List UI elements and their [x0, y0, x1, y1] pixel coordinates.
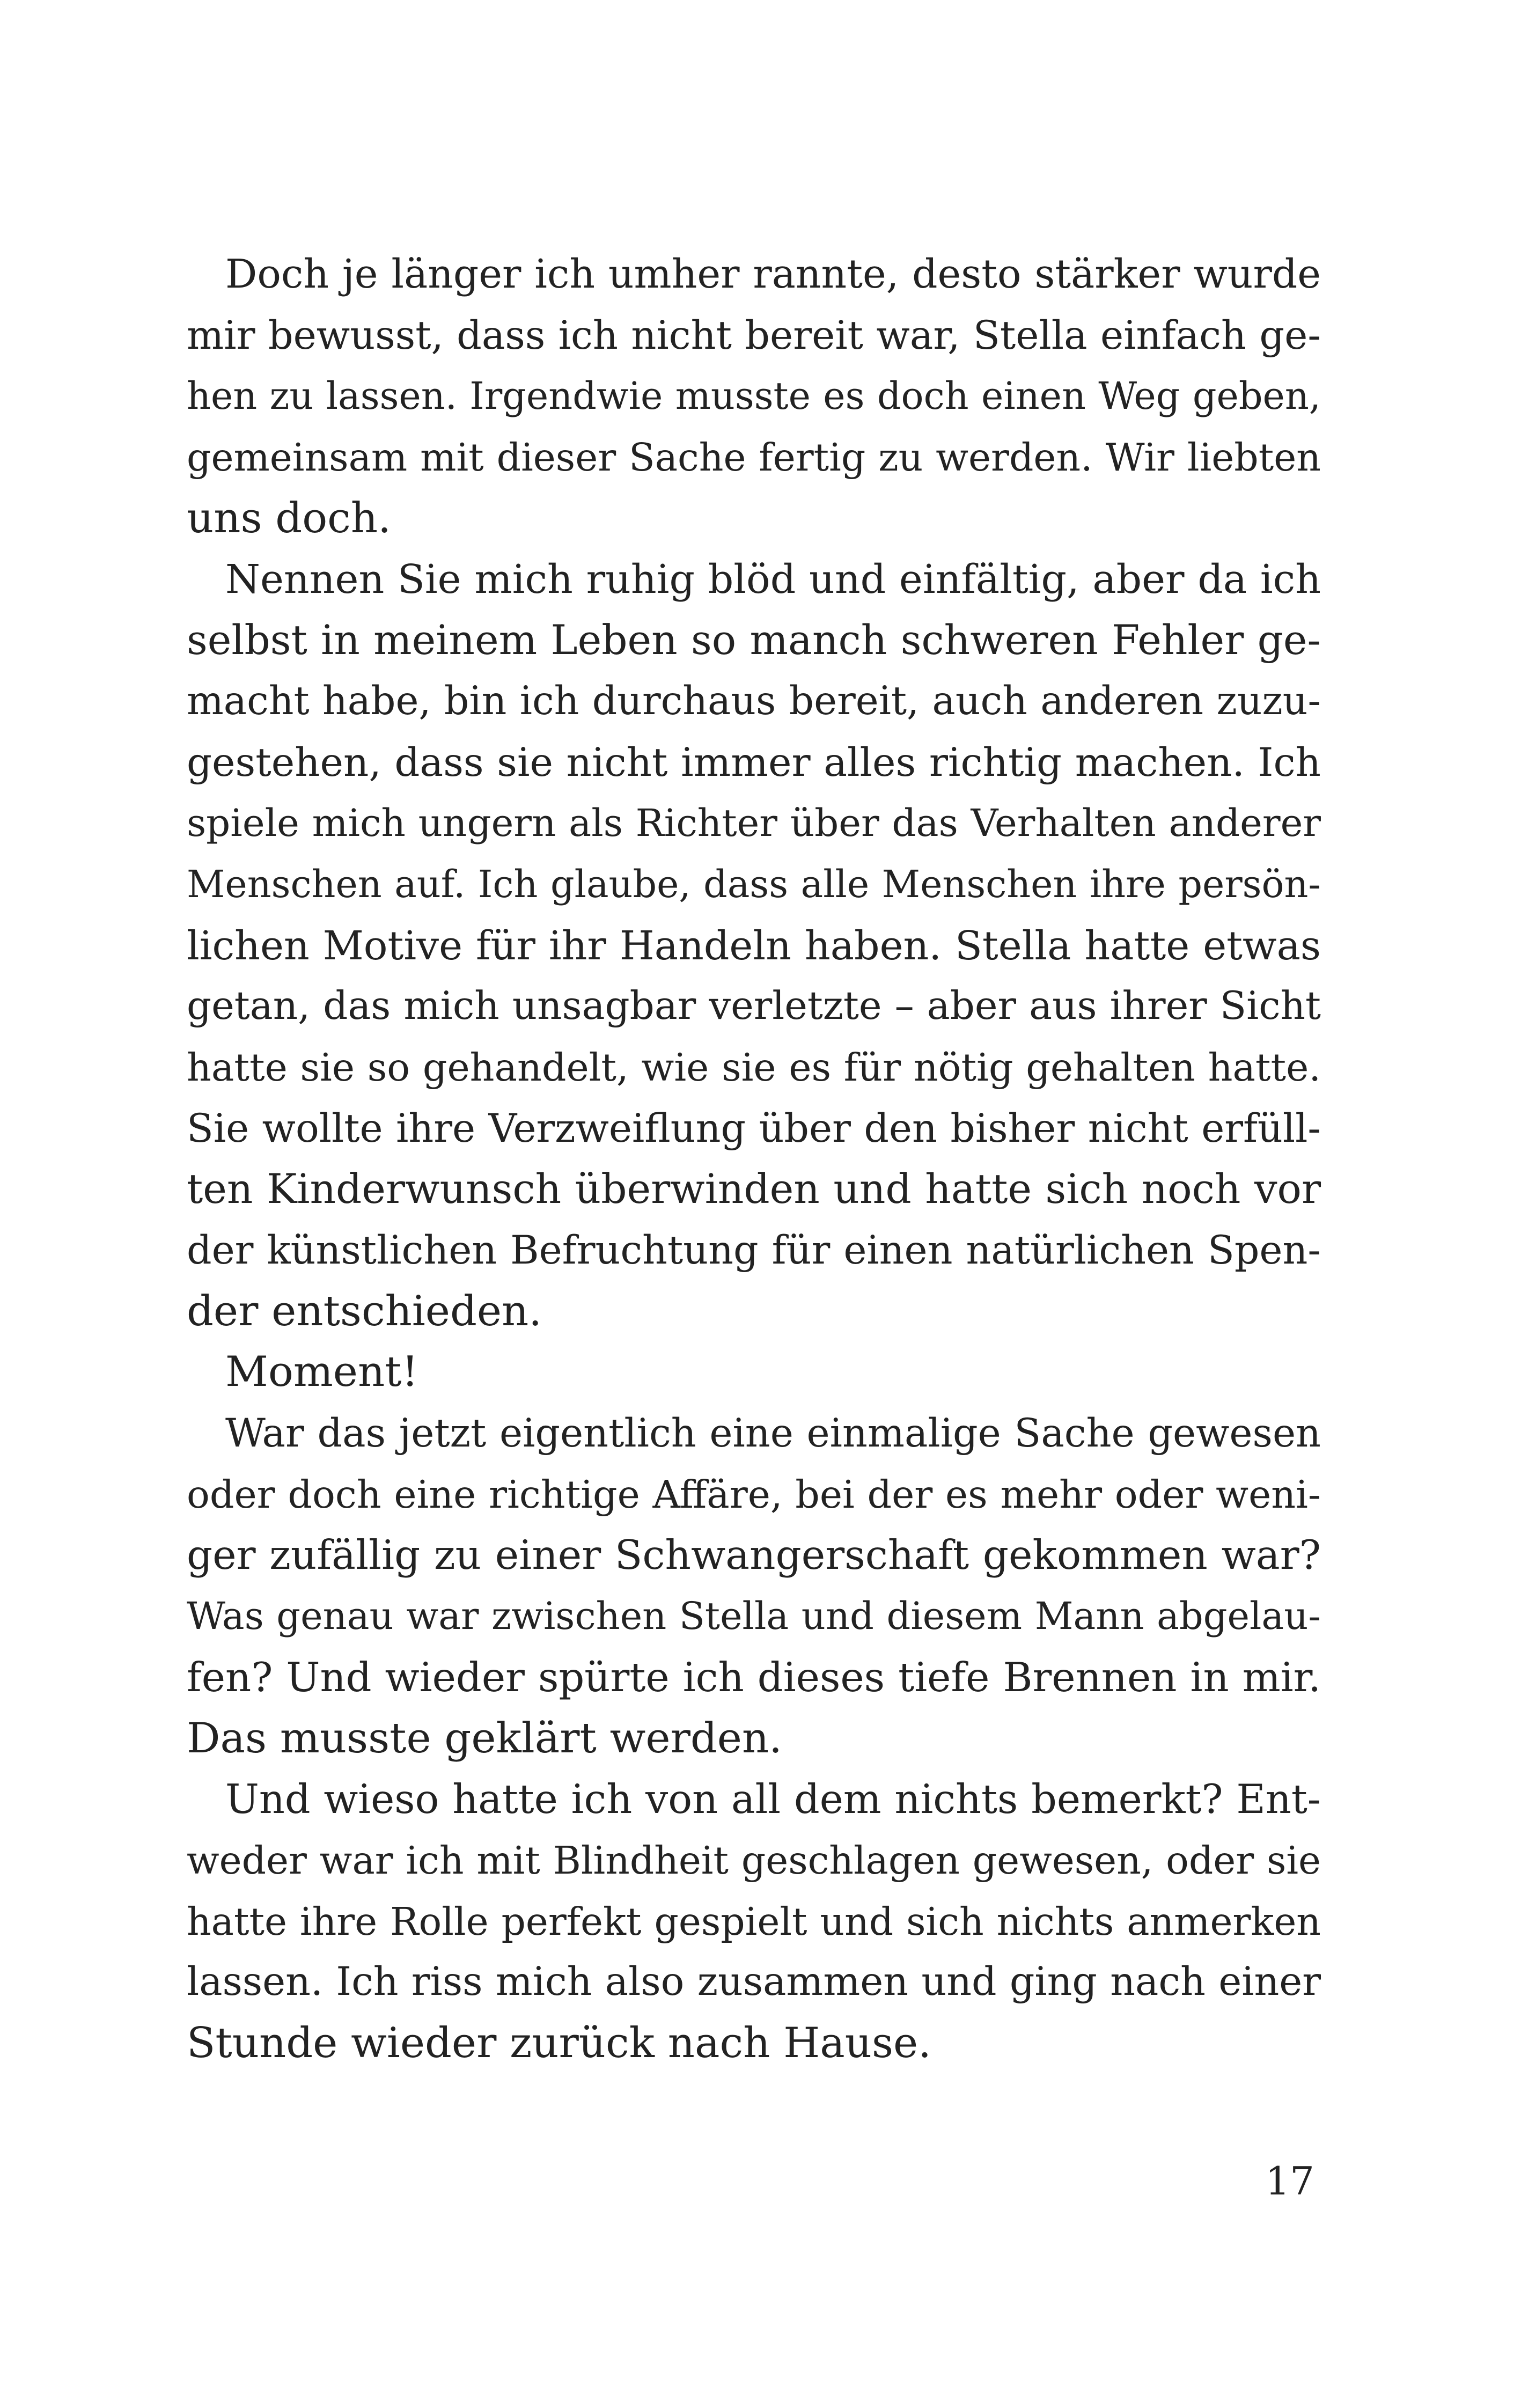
text-line: Stunde wieder zurück nach Hause.: [187, 2018, 931, 2067]
body-text: [187, 244, 1321, 2074]
text-line: der künstlichen Befruchtung für einen natürlichen Spen-: [187, 1228, 1321, 1273]
text-line: oder doch eine richtige Affäre, bei der es mehr oder weni-: [187, 1472, 1321, 1517]
text-line: Was genau war zwischen Stella und diesem Mann abgelau-: [187, 1594, 1321, 1639]
text-line: spiele mich ungern als Richter über das Verhalten anderer: [187, 801, 1321, 846]
text-line: gemeinsam mit dieser Sache fertig zu werden. Wir liebten: [187, 435, 1321, 480]
text-line: lassen. Ich riss mich also zusammen und ging nach einer: [187, 1959, 1321, 2005]
text-line: Doch je länger ich umher rannte, desto stärker wurde: [225, 251, 1321, 297]
text-line: uns doch.: [187, 494, 391, 542]
text-line: macht habe, bin ich durchaus bereit, auch anderen zuzu-: [187, 678, 1321, 724]
text-line: mir bewusst, dass ich nicht bereit war, Stella einfach ge-: [187, 312, 1321, 358]
text-line: ger zufällig zu einer Schwangerschaft gekommen war?: [187, 1531, 1321, 1579]
text-line: fen? Und wieder spürte ich dieses tiefe Brennen in mir.: [187, 1654, 1321, 1701]
text-line: Sie wollte ihre Verzweiflung über den bisher nicht erfüll-: [187, 1105, 1321, 1151]
text-line: weder war ich mit Blindheit geschlagen gewesen, oder sie: [187, 1838, 1321, 1883]
text-line: Nennen Sie mich ruhig blöd und einfältig, aber da ich: [225, 556, 1321, 603]
text-line: getan, das mich unsagbar verletzte – aber aus ihrer Sicht: [187, 983, 1321, 1029]
text-line: hatte sie so gehandelt, wie sie es für nötig gehalten hatte.: [187, 1045, 1321, 1090]
text-line: hatte ihre Rolle perfekt gespielt und sich nichts anmerken: [187, 1899, 1321, 1944]
page-number: 17: [1265, 2159, 1314, 2204]
text-line: Das musste geklärt werden.: [187, 1714, 782, 1763]
text-line: gestehen, dass sie nicht immer alles richtig machen. Ich: [187, 739, 1321, 785]
text-line: Und wieso hatte ich von all dem nichts bemerkt? Ent-: [225, 1776, 1321, 1823]
text-line: ten Kinderwunsch überwinden und hatte sich noch vor: [187, 1165, 1321, 1213]
text-line: Menschen auf. Ich glaube, dass alle Menschen ihre persön-: [187, 862, 1321, 906]
text-line: lichen Motive für ihr Handeln haben. Stella hatte etwas: [187, 922, 1321, 969]
text-line: War das jetzt eigentlich eine einmalige Sache gewesen: [225, 1411, 1321, 1457]
text-line: Moment!: [225, 1348, 418, 1397]
text-line: hen zu lassen. Irgendwie musste es doch einen Weg geben,: [187, 375, 1321, 419]
text-line: selbst in meinem Leben so manch schweren Fehler ge-: [187, 616, 1321, 664]
text-line: der entschieden.: [187, 1287, 542, 1335]
